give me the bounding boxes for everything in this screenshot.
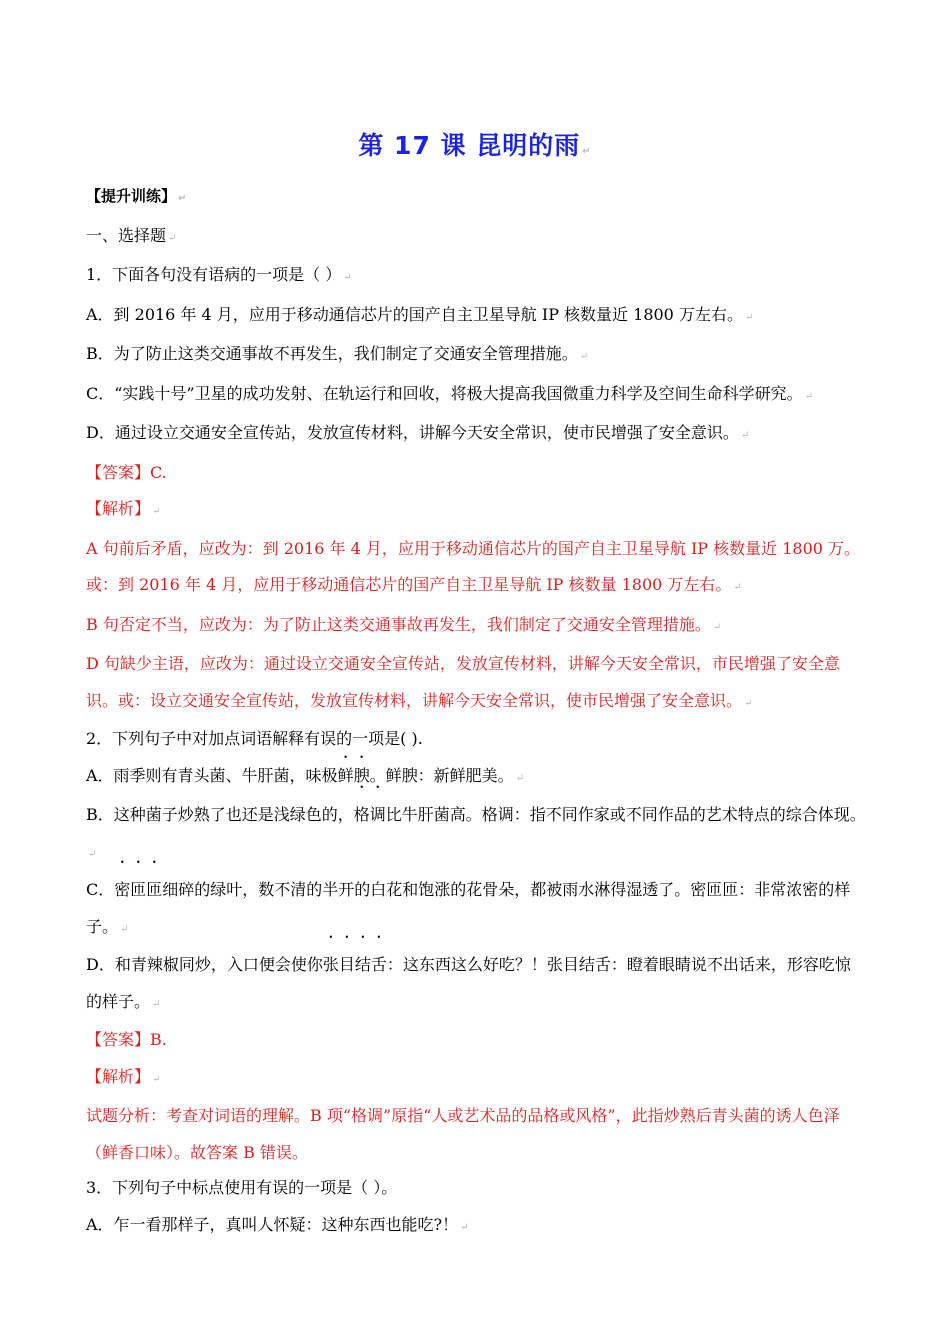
dotted-character: 腴	[353, 765, 370, 785]
question-2-analysis-label: 【解析】 ↵	[86, 1066, 161, 1086]
dotted-character: 匝	[130, 880, 147, 899]
question-1-analysis-line: D 句缺少主语，应改为：通过设立交通安全宣传站，发放宣传材料，讲解今天安全常识，市民增强了安全意识。或：设立交通安全宣传站，发放宣传材料，讲解今天安全常识，使市民增强了安全意识。 ↵	[86, 654, 840, 710]
dotted-character: 舌	[370, 955, 387, 974]
question-2-option-a: A．雨季则有青头菌、牛肝菌，味极鲜腴。鲜腴：新鲜肥美。 ↵	[86, 765, 524, 785]
part-heading: 一、选择题 ↵	[86, 225, 177, 245]
question-3-option-a: A．乍一看那样子，真叫人怀疑：这种东西也能吃?！ ↵	[86, 1214, 469, 1234]
dotted-word	[354, 805, 386, 824]
question-2-answer: 【答案】B.	[86, 1030, 167, 1049]
question-1-option-d: D．通过设立交通安全宣传站，发放宣传材料，讲解今天安全常识，使市民增强了安全意识。 ↵	[86, 423, 750, 442]
dotted-character: 格	[353, 805, 370, 824]
question-1-analysis-label: 【解析】 ↵	[86, 499, 161, 518]
dotted-word	[323, 955, 387, 974]
lesson-title: 第 17 课 昆明的雨 ↵	[358, 131, 592, 160]
question-1-option-b: B．为了防止这类交通事故不再发生，我们制定了交通安全管理措施。 ↵	[86, 344, 589, 363]
question-1-analysis-line: B 句否定不当，应改为：为了防止这类交通事故再发生，我们制定了交通安全管理措施。 ↵	[86, 614, 722, 634]
dotted-character: 目	[338, 955, 355, 974]
question-3-stem: 3．下列句子中标点使用有误的一项是（ ）。	[86, 1178, 398, 1197]
section-heading: 【提升训练】 ↵	[86, 187, 187, 205]
dotted-word	[114, 880, 162, 899]
dotted-character: 鲜	[337, 765, 354, 785]
dotted-character: 密	[114, 880, 131, 899]
question-2-option-b: B．这种菌子炒熟了也还是浅绿色的，格调比牛肝菌高。格调：指不同作家或不同作品的艺术特点的综合体现。↵	[86, 796, 866, 873]
dotted-character: 张	[322, 955, 339, 974]
question-1-option-c: C．“实践十号”卫星的成功发射、在轨运行和回收，将极大提高我国微重力科学及空间生命科学研究。 ↵	[86, 383, 813, 403]
question-2-stem: 2．下列句子中对加点词语解释有误的一项是( ).	[86, 729, 423, 748]
question-1-option-a: A．到 2016 年 4 月，应用于移动通信芯片的国产自主卫星导航 IP 核数量近 1800 万左右。 ↵	[86, 304, 754, 324]
dotted-character: 调	[369, 805, 386, 824]
dotted-word	[338, 766, 370, 785]
dotted-character: 结	[354, 955, 371, 974]
question-2-option-d: D．和青辣椒同炒，入口便会使你张目结舌：这东西这么好吃？！张目结舌：瞪着眼睛说不出话来，形容吃惊的样子。 ↵	[86, 946, 866, 1023]
question-2-option-c: C．密匝匝细碎的绿叶，数不清的半开的白花和饱涨的花骨朵，都被雨水淋得湿透了。密匝匝：非常浓密的样子。 ↵	[86, 871, 866, 948]
question-1-analysis-line: 或：到 2016 年 4 月，应用于移动通信芯片的国产自主卫星导航 IP 核数量 1800 万左右。 ↵	[86, 575, 742, 594]
document-body	[86, 186, 866, 1254]
question-1-answer: 【答案】C.	[86, 462, 167, 482]
question-1-stem: 1．下面各句没有语病的一项是（ ） ↵	[86, 265, 352, 284]
dotted-character: 匝	[146, 880, 163, 899]
question-1-analysis-line: A 句前后矛盾，应改为：到 2016 年 4 月，应用于移动通信芯片的国产自主卫星导航 IP 核数量近 1800 万。	[86, 538, 861, 558]
question-2-analysis: 试题分析：考查对词语的理解。B 项“格调”原指“人或艺术品的品格或风格”，此指炒熟后青头菌的诱人色泽（鲜香口味）。故答案 B 错误。	[86, 1106, 840, 1162]
